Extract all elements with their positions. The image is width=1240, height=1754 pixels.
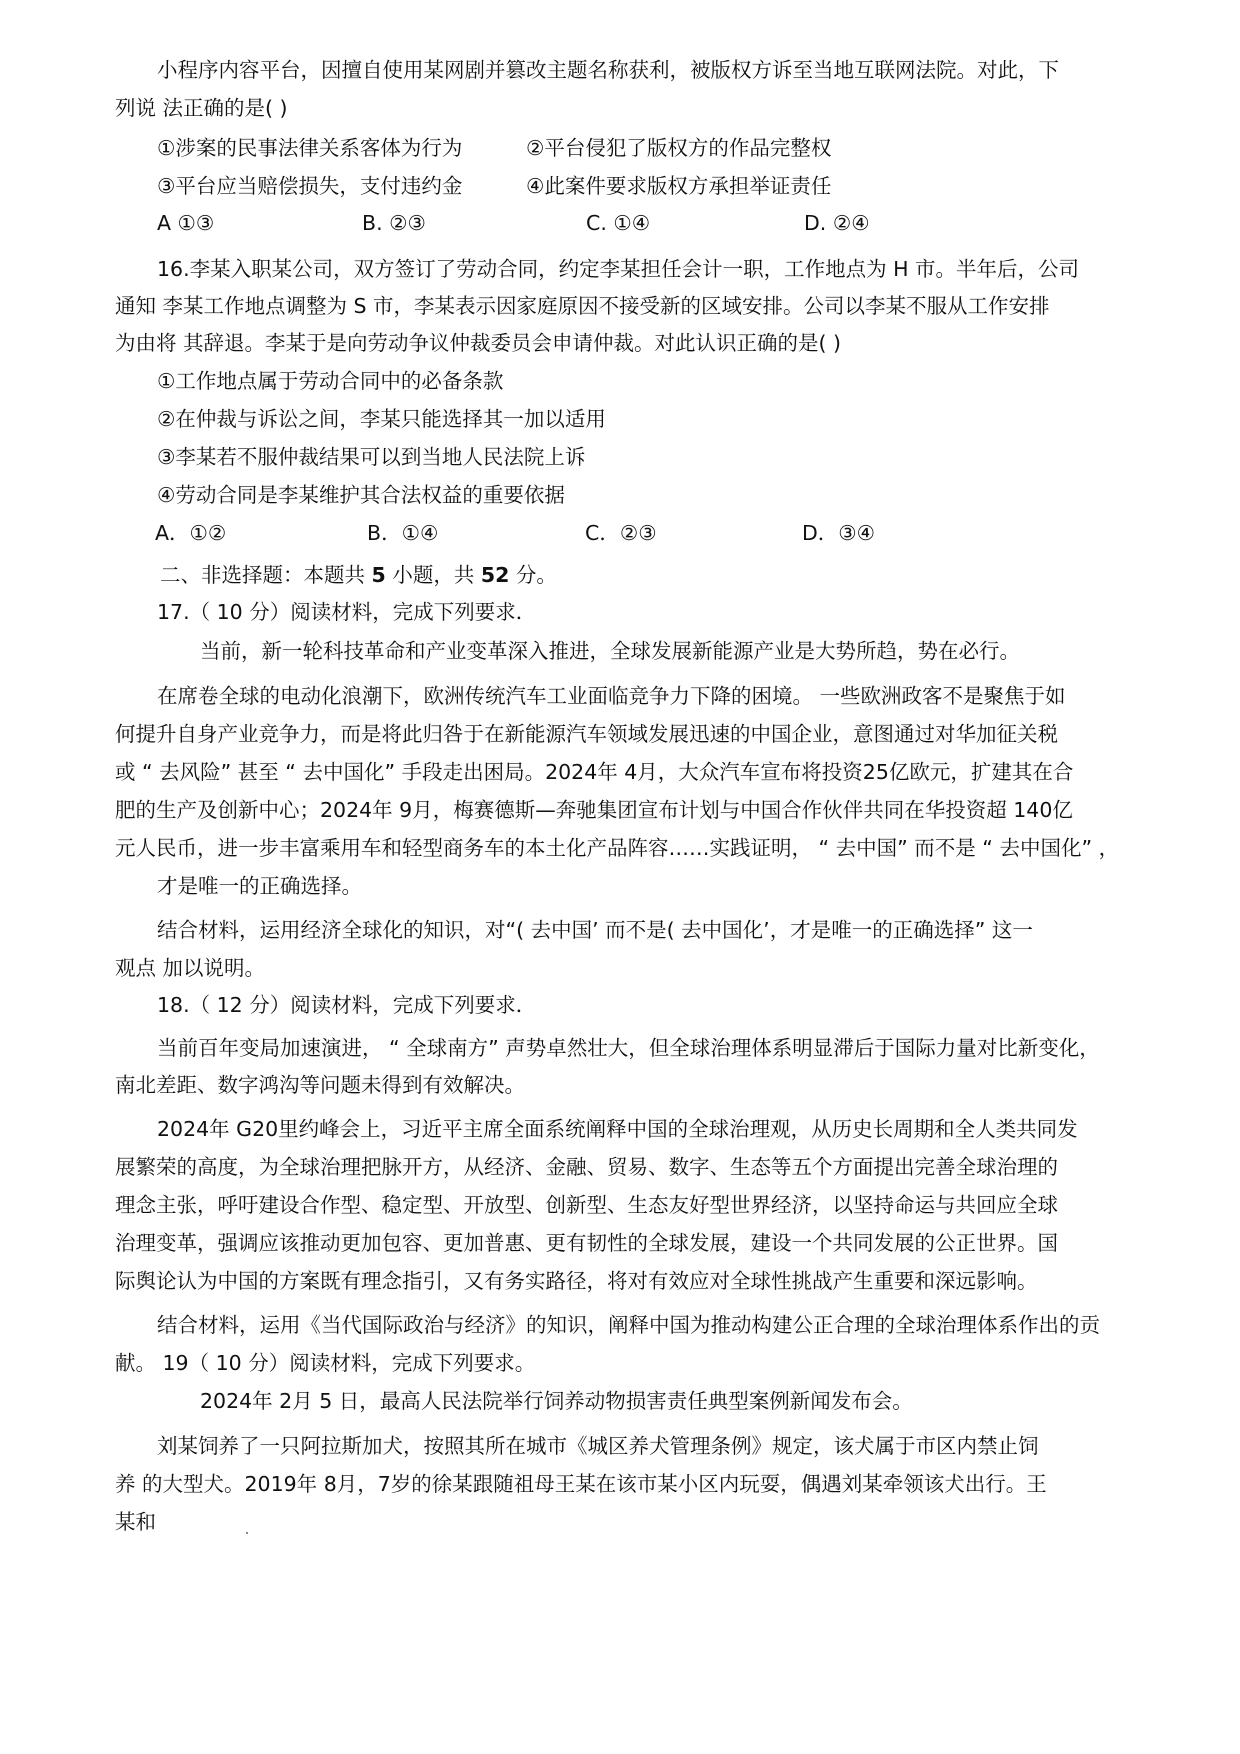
q17-material-p2-line-2: 何提升自身产业竞争力，而是将此归咎于在新能源汽车领域发展迅速的中国企业，意图通过对华加征关税 [115, 722, 1058, 746]
section-2-points: 52 [480, 563, 510, 587]
q15-stem-line-2: 列说 法正确的是( ) [115, 96, 288, 120]
q17-material-p2-line-5: 元人民币，进一步丰富乘用车和轻型商务车的本土化产品阵容……实践证明， “ 去中国” 而不是 “ 去中国化” ， [115, 836, 1120, 860]
q18-material-p2-line-5: 际舆论认为中国的方案既有理念指引，又有务实路径，将对有效应对全球性挑战产生重要和深远影响。 [115, 1269, 1038, 1293]
q15-item-4: ④此案件要求版权方承担举证责任 [526, 174, 832, 198]
q16-option-b: B．①④ [367, 521, 439, 545]
q18-task-line-1: 结合材料，运用《当代国际政治与经济》的知识，阐释中国为推动构建公正合理的全球治理体系作出的贡 [157, 1313, 1100, 1337]
q18-heading: 18.（ 12 分）阅读材料，完成下列要求． [157, 993, 537, 1017]
q15-item-1: ①涉案的民事法律关系客体为行为 [157, 136, 463, 160]
q17-material-p2-line-3: 或 “ 去风险” 甚至 “ 去中国化” 手段走出困局。2024年 4月，大众汽车宣布将投资25亿欧元，扩建其在合 [115, 760, 1074, 784]
section-2-question-count: 5 [371, 563, 386, 587]
q17-material-p1: 当前，新一轮科技革命和产业变革深入推进，全球发展新能源产业是大势所趋，势在必行。 [200, 639, 1020, 663]
q18-material-p2-line-2: 展繁荣的高度，为全球治理把脉开方，从经济、金融、贸易、数字、生态等五个方面提出完善全球治理的 [115, 1155, 1058, 1179]
q18-task-line-2: 献。 19（ 10 分）阅读材料，完成下列要求。 [115, 1351, 536, 1375]
q15-option-a: A ①③ [157, 211, 215, 235]
q15-item-2: ②平台侵犯了版权方的作品完整权 [526, 136, 832, 160]
q16-option-d: D．③④ [802, 521, 876, 545]
q18-material-p1-line-2: 南北差距、数字鸿沟等问题未得到有效解决。 [115, 1073, 525, 1097]
q15-option-b: B. ②③ [362, 211, 426, 235]
q17-material-p2-line-1: 在席卷全球的电动化浪潮下，欧洲传统汽车工业面临竞争力下降的困境。 一些欧洲政客不是聚焦于如 [157, 684, 1066, 708]
q15-option-c: C. ①④ [586, 211, 651, 235]
q15-stem-line-1: 小程序内容平台，因擅自使用某网剧并篡改主题名称获利，被版权方诉至当地互联网法院。对此，下 [157, 58, 1059, 82]
q18-material-p2-line-1: 2024年 G20里约峰会上，习近平主席全面系统阐释中国的全球治理观，从历史长周期和全人类共同发 [157, 1117, 1078, 1141]
q19-material-p1: 2024年 2月 5 日，最高人民法院举行饲养动物损害责任典型案例新闻发布会。 [200, 1389, 913, 1413]
q16-item-1: ①工作地点属于劳动合同中的必备条款 [157, 369, 504, 393]
q15-item-3: ③平台应当赔偿损失，支付违约金 [157, 174, 463, 198]
q16-stem-line-1: 16.李某入职某公司，双方签订了劳动合同，约定李某担任会计一职，工作地点为 H 市。半年后，公司 [157, 257, 1080, 281]
q19-material-p2-line-2: 养 的大型犬。2019年 8月，7岁的徐某跟随祖母王某在该市某小区内玩耍，偶遇刘某牵领该犬出行。王 [115, 1472, 1047, 1496]
q17-task-line-2: 观点 加以说明。 [115, 956, 266, 980]
q16-option-a: A．①② [155, 521, 227, 545]
q17-task-line-1: 结合材料，运用经济全球化的知识，对“( 去中国’ 而不是( 去中国化’，才是唯一的正确选择” 这一 [157, 918, 1033, 942]
q16-item-3: ③李某若不服仲裁结果可以到当地人民法院上诉 [157, 445, 586, 469]
q17-heading: 17.（ 10 分）阅读材料，完成下列要求． [157, 600, 537, 624]
section-2-prefix: 二、非选择题：本题共 [160, 563, 372, 587]
q17-material-p2-line-6: 才是唯一的正确选择。 [157, 874, 362, 898]
q15-option-d: D. ②④ [804, 211, 870, 235]
q17-material-p2-line-4: 肥的生产及创新中心；2024年 9月，梅赛德斯—奔驰集团宣布计划与中国合作伙伴共同在华投资超 140亿 [115, 798, 1073, 822]
section-2-middle: 小题，共 [385, 563, 481, 587]
section-2-heading [160, 563, 557, 588]
q19-material-p2-line-1: 刘某饲养了一只阿拉斯加犬，按照其所在城市《城区养犬管理条例》规定，该犬属于市区内禁止饲 [157, 1434, 1039, 1458]
section-2-suffix: 分。 [509, 563, 557, 587]
q18-material-p2-line-3: 理念主张，呼吁建设合作型、稳定型、开放型、创新型、生态友好型世界经济，以坚持命运与共回应全球 [115, 1193, 1058, 1217]
stray-dot-mark [246, 1532, 248, 1534]
q18-material-p1-line-1: 当前百年变局加速演进， “ 全球南方” 声势卓然壮大，但全球治理体系明显滞后于国际力量对比新变化， [157, 1036, 1100, 1060]
q16-stem-line-3: 为由将 其辞退。李某于是向劳动争议仲裁委员会申请仲裁。对此认识正确的是( ) [115, 331, 842, 355]
q18-material-p2-line-4: 治理变革，强调应该推动更加包容、更加普惠、更有韧性的全球发展，建设一个共同发展的公正世界。国 [115, 1231, 1058, 1255]
q16-item-2: ②在仲裁与诉讼之间，李某只能选择其一加以适用 [157, 407, 606, 431]
q19-material-p2-line-3: 某和 [115, 1510, 156, 1534]
q16-item-4: ④劳动合同是李某维护其合法权益的重要依据 [157, 483, 565, 507]
q16-option-c: C．②③ [585, 521, 657, 545]
q16-stem-line-2: 通知 李某工作地点调整为 S 市，李某表示因家庭原因不接受新的区域安排。公司以李某不服从工作安排 [115, 294, 1050, 318]
